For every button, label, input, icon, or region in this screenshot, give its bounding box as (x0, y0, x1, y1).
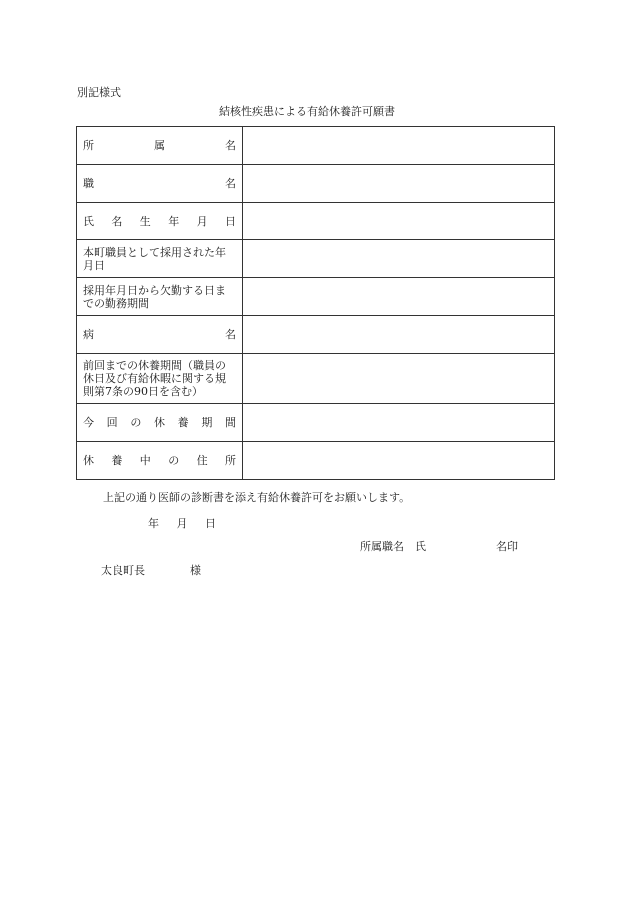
row-value-previous-leave[interactable] (243, 354, 555, 404)
table-row (77, 165, 555, 203)
row-label-previous-leave: 前回までの休養期間（職員の休日及び有給休暇に関する規則第7条の90日を含む） (77, 354, 243, 404)
table-row (77, 442, 555, 480)
row-value-illness[interactable] (243, 316, 555, 354)
applicant-line (360, 538, 518, 554)
row-value-current-leave[interactable] (243, 404, 555, 442)
table-row (77, 240, 555, 278)
date-line: 年 月 日 (148, 517, 216, 530)
application-form-table (76, 126, 555, 480)
table-row (77, 127, 555, 165)
row-label-leave-address: 休養中の住所 (77, 442, 243, 480)
seal-label: 名印 (496, 540, 518, 553)
table-row (77, 278, 555, 316)
row-label-current-leave: 今回の休養期間 (77, 404, 243, 442)
row-label-position: 職 名 (77, 165, 243, 203)
row-value-position[interactable] (243, 165, 555, 203)
recipient-name: 太良町長 (101, 564, 145, 577)
row-label-service-period: 採用年月日から欠勤する日までの勤務期間 (77, 278, 243, 316)
form-label: 別記様式 (77, 86, 121, 99)
row-label-hire-date: 本町職員として採用された年月日 (77, 240, 243, 278)
row-value-name-birthdate[interactable] (243, 203, 555, 240)
table-row (77, 203, 555, 240)
honorific: 様 (190, 564, 201, 577)
table-row (77, 316, 555, 354)
document-title: 結核性疾患による有給休養許可願書 (219, 105, 395, 118)
applicant-label: 所属職名 氏 (360, 540, 426, 553)
row-label-affiliation: 所 属 名 (77, 127, 243, 165)
row-value-service-period[interactable] (243, 278, 555, 316)
row-value-affiliation[interactable] (243, 127, 555, 165)
recipient-line (101, 562, 201, 578)
row-value-leave-address[interactable] (243, 442, 555, 480)
row-label-illness: 病 名 (77, 316, 243, 354)
row-value-hire-date[interactable] (243, 240, 555, 278)
table-row (77, 404, 555, 442)
row-label-name-birthdate: 氏名生年月日 (77, 203, 243, 240)
request-text: 上記の通り医師の診断書を添え有給休養許可をお願いします。 (103, 491, 411, 504)
table-row (77, 354, 555, 404)
